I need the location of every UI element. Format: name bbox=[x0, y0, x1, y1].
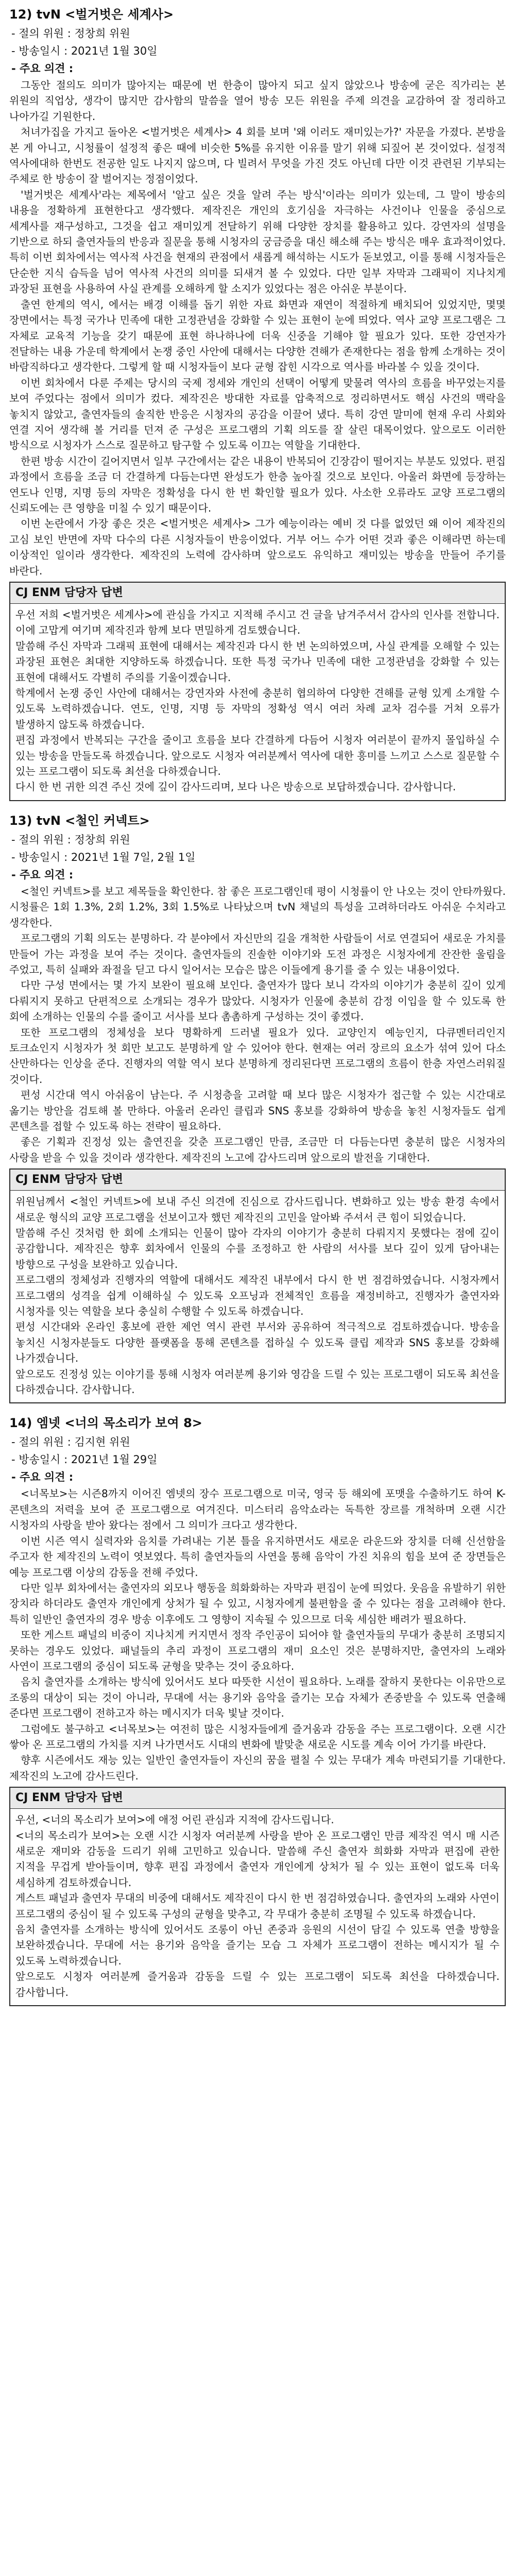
broadcast-date-line: - 방송일시 : 2021년 1월 7일, 2월 1일 bbox=[11, 851, 196, 863]
broadcast-date-line: - 방송일시 : 2021년 1월 30일 bbox=[11, 45, 158, 57]
opinion-paragraph: 다만 구성 면에서는 몇 가지 보완이 필요해 보인다. 출연자가 많다 보니 각자의 이야기가 충분히 깊이 있게 다뤄지지 못하고 단편적으로 소개되는 경우가 많았다. 시청자가 인물에 충분히 감정 이입을 할 수 있도록 한 회에 소개하는 인물의 수를 줄이고 서사를 보다 촘촘하게 구성하는 것이 좋겠다. bbox=[9, 979, 506, 1023]
opinion-paragraph: 이번 회차에서 다룬 주제는 당시의 국제 정세와 개인의 선택이 어떻게 맞물려 역사의 흐름을 바꾸었는지를 보여 주었다는 점에서 의미가 컸다. 제작진은 방대한 자료를 압축적으로 정리하면서도 핵심 사건의 맥락을 놓치지 않았고, 출연자들의 솔직한 반응은 시청자의 공감을 이끌어 냈다. 특히 강연 말미에 현재 우리 사회와 연결 지어 생각해 볼 거리를 던져 준 구성은 프로그램의 기획 의도를 잘 살린 대목이었다. 앞으로도 이러한 방식으로 시청자가 스스로 질문하고 탐구할 수 있도록 이끄는 역할을 기대한다. bbox=[9, 376, 506, 452]
opinion-paragraph: 이번 논란에서 가장 좋은 것은 <벌거벗은 세계사> 그가 예능이라는 예비 것 다를 없었던 왜 이어 제작진의 고심 보인 반면에 자막 다수의 다른 시청자들이 반응이었다. 거부 어느 수가 어떤 것과 좋은 이해라면 하는데 이상적인 일이라 생각한다. 제작진의 노력에 감사하며 앞으로도 유익하고 재미있는 방송을 만들어 주기를 바란다. bbox=[9, 517, 506, 577]
opinion-paragraph: 음치 출연자를 소개하는 방식에 있어서도 보다 따뜻한 시선이 필요하다. 노래를 잘하지 못한다는 이유만으로 조롱의 대상이 되는 것이 아니라, 무대에 서는 용기와 음악을 즐기는 모습 자체가 존중받을 수 있도록 연출해 준다면 프로그램이 전하고자 하는 메시지가 더욱 빛날 것이다. bbox=[9, 1675, 506, 1720]
response-box-2 bbox=[9, 1168, 506, 1403]
response-box-header: CJ ENM 담당자 답변 bbox=[10, 1170, 505, 1191]
section-title: 13) tvN <철인 커넥트> bbox=[9, 813, 150, 828]
response-paragraph: <너의 목소리가 보여>는 오랜 시간 시청자 여러분께 사랑을 받아 온 프로그램인 만큼 제작진 역시 매 시즌 새로운 재미와 감동을 드리기 위해 고민하고 있습니다. 말씀해 주신 출연자 희화화 자막과 편집에 관한 지적을 무겁게 받아들이며, 향후 편집 과정에서 출연자 개인에게 상처가 될 수 있는 표현이 없도록 더욱 세심하게 검토하겠습니다. bbox=[15, 1829, 500, 1889]
review-section-3 bbox=[9, 1409, 506, 1784]
broadcast-date-line: - 방송일시 : 2021년 1월 29일 bbox=[11, 1453, 158, 1466]
opinion-paragraph: '벌거벗은 세계사'라는 제목에서 '알고 싶은 것을 알려 주는 방식'이라는 의미가 있는데, 그 말이 방송의 내용을 정확하게 표현한다고 생각했다. 제작진은 개인의 호기심을 자극하는 사건이나 인물을 중심으로 세계사를 재구성하고, 그것을 쉽고 재미있게 전달하기 위해 다양한 장치를 활용하고 있다. 강연자의 설명을 기반으로 하되 출연자들의 반응과 질문을 통해 시청자의 궁금증을 대신 해소해 주는 방식은 매우 효과적이었다. 특히 이번 회차에서는 역사적 사건을 현재의 관점에서 새롭게 해석하는 시도가 돋보였고, 이를 통해 시청자들은 단순한 지식 습득을 넘어 역사적 사건의 의미를 되새겨 볼 수 있었다. 다만 일부 자막과 그래픽이 지나치게 과장된 표현을 사용하여 사실 관계를 오해하게 할 소지가 있었다는 점은 아쉬운 부분이다. bbox=[9, 188, 506, 295]
response-paragraph: 다시 한 번 귀한 의견 주신 것에 깊이 감사드리며, 보다 나은 방송으로 보답하겠습니다. 감사합니다. bbox=[15, 781, 456, 793]
review-section-2 bbox=[9, 806, 506, 1165]
opinion-paragraph: 또한 게스트 패널의 비중이 지나치게 커지면서 정작 주인공이 되어야 할 출연자들의 무대가 충분히 조명되지 못하는 경우도 있었다. 패널들의 추리 과정이 프로그램의 재미 요소인 것은 분명하지만, 출연자의 노래와 사연이 프로그램의 중심이 되도록 균형을 맞추는 것이 중요하다. bbox=[9, 1629, 506, 1672]
opinion-paragraph: 프로그램의 기획 의도는 분명하다. 각 분야에서 자신만의 길을 개척한 사람들이 서로 연결되어 새로운 가치를 만들어 가는 과정을 보여 주는 것이다. 출연자들의 진솔한 이야기와 도전 과정은 시청자에게 잔잔한 울림을 주었고, 특히 실패와 좌절을 딛고 다시 일어서는 모습은 많은 이들에게 용기를 줄 수 있는 내용이었다. bbox=[9, 932, 506, 976]
reviewer-line: - 절의 위원 : 정창희 위원 bbox=[11, 833, 130, 846]
response-paragraph: 게스트 패널과 출연자 무대의 비중에 대해서도 제작진이 다시 한 번 점검하였습니다. 출연자의 노래와 사연이 프로그램의 중심이 될 수 있도록 구성의 균형을 맞추고, 각 무대가 충분히 조명될 수 있도록 하겠습니다. bbox=[15, 1892, 500, 1920]
response-box-1 bbox=[9, 582, 506, 801]
opinion-paragraph: <철인 커넥트>를 보고 제목들을 확인한다. 참 좋은 프로그램인데 평이 시청률이 안 나오는 것이 안타까웠다. 시청률은 1회 1.3%, 2회 1.2%, 3회 1.5%로 나타났으며 tvN 채널의 특성을 고려하더라도 아쉬운 수치라고 생각한다. bbox=[9, 885, 506, 929]
opinion-label: - 주요 의견 : bbox=[11, 62, 74, 75]
response-paragraph: 앞으로도 시청자 여러분께 즐거움과 감동을 드릴 수 있는 프로그램이 되도록 최선을 다하겠습니다. 감사합니다. bbox=[15, 1970, 500, 1998]
response-box-header: CJ ENM 담당자 답변 bbox=[10, 583, 505, 604]
opinion-label: - 주요 의견 : bbox=[11, 868, 74, 881]
opinion-paragraph: 향후 시즌에서도 재능 있는 일반인 출연자들이 자신의 꿈을 펼칠 수 있는 무대가 계속 마련되기를 기대한다. 제작진의 노고에 감사드린다. bbox=[9, 1754, 506, 1782]
response-paragraph: 말씀해 주신 것처럼 한 회에 소개되는 인물이 많아 각자의 이야기가 충분히 다뤄지지 못했다는 점에 깊이 공감합니다. 제작진은 향후 회차에서 인물의 수를 조정하고 한 사람의 서사를 보다 깊이 있게 담아내는 방향으로 구성을 보완하고 있습니다. bbox=[15, 1227, 500, 1270]
response-paragraph: 우선, <너의 목소리가 보여>에 애정 어린 관심과 지적에 감사드립니다. bbox=[15, 1814, 334, 1826]
opinion-paragraph: 한편 방송 시간이 길어지면서 일부 구간에서는 같은 내용이 반복되어 긴장감이 떨어지는 부분도 있었다. 편집 과정에서 흐름을 조금 더 간결하게 다듬는다면 완성도가 한층 높아질 것으로 보인다. 아울러 화면에 등장하는 연도나 인명, 지명 등의 자막은 정확성을 다시 한 번 확인할 필요가 있다. 사소한 오류라도 교양 프로그램의 신뢰도에는 큰 영향을 미칠 수 있기 때문이다. bbox=[9, 454, 506, 514]
response-box-body bbox=[10, 604, 505, 800]
reviewer-line: - 절의 위원 : 정창희 위원 bbox=[11, 27, 130, 40]
response-paragraph: 학계에서 논쟁 중인 사안에 대해서는 강연자와 사전에 충분히 협의하여 다양한 견해를 균형 있게 소개할 수 있도록 노력하겠습니다. 연도, 인명, 지명 등 자막의 정확성 역시 여러 차례 교차 검수를 거쳐 오류가 발생하지 않도록 하겠습니다. bbox=[15, 687, 500, 731]
opinion-paragraph: 또한 프로그램의 정체성을 보다 명확하게 드러낼 필요가 있다. 교양인지 예능인지, 다큐멘터리인지 토크쇼인지 시청자가 첫 회만 보고도 분명하게 알 수 있어야 한다. 현재는 여러 장르의 요소가 섞여 있어 다소 산만하다는 인상을 준다. 진행자의 역할 역시 보다 분명하게 정리된다면 프로그램의 흐름이 한층 자연스러워질 것이다. bbox=[9, 1026, 506, 1086]
review-section-1 bbox=[9, 0, 506, 579]
response-paragraph: 말씀해 주신 자막과 그래픽 표현에 대해서는 제작진과 다시 한 번 논의하였으며, 사실 관계를 오해할 수 있는 과장된 표현은 최대한 지양하도록 하겠습니다. 또한 특정 국가나 민족에 대한 고정관념을 강화할 수 있는 표현에 대해서도 각별히 주의를 기울이겠습니다. bbox=[15, 639, 500, 684]
response-paragraph: 프로그램의 정체성과 진행자의 역할에 대해서도 제작진 내부에서 다시 한 번 점검하였습니다. 시청자께서 프로그램의 성격을 쉽게 이해하실 수 있도록 오프닝과 전체적인 흐름을 재정비하고, 진행자가 출연자와 시청자를 잇는 역할을 보다 충실히 수행할 수 있도록 하겠습니다. bbox=[15, 1274, 500, 1318]
opinion-paragraph: 그동안 절의도 의미가 많아지는 때문에 번 한층이 많아지 되고 싶지 않았으나 방송에 굳은 직가리는 본 위원의 직업상, 생각이 많지만 감사함의 말씀을 열어 방송 모든 위원을 주제 의견을 교감하여 잘 정리하고 나아가길 기원한다. bbox=[9, 79, 506, 123]
reviewer-line: - 절의 위원 : 김지현 위원 bbox=[11, 1436, 130, 1449]
response-paragraph: 편성 시간대와 온라인 홍보에 관한 제언 역시 관련 부서와 공유하여 적극적으로 검토하겠습니다. 방송을 놓치신 시청자분들도 다양한 플랫폼을 통해 콘텐츠를 접하실 수 있도록 클립 제작과 SNS 홍보를 강화해 나가겠습니다. bbox=[15, 1320, 500, 1365]
section-title: 12) tvN <벌거벗은 세계사> bbox=[9, 7, 174, 22]
opinion-paragraph: 다만 일부 회차에서는 출연자의 외모나 행동을 희화화하는 자막과 편집이 눈에 띄었다. 웃음을 유발하기 위한 장치라 하더라도 출연자 개인에게 상처가 될 수 있고, 시청자에게 불편함을 줄 수 있다는 점을 고려해야 한다. 특히 일반인 출연자의 경우 방송 이후에도 그 영향이 지속될 수 있으므로 더욱 세심한 배려가 필요하다. bbox=[9, 1581, 506, 1625]
opinion-label: - 주요 의견 : bbox=[11, 1471, 74, 1484]
opinion-paragraph: 이번 시즌 역시 실력자와 음치를 가려내는 기본 틀을 유지하면서도 새로운 라운드와 장치를 더해 신선함을 주고자 한 제작진의 노력이 엿보였다. 특히 출연자들의 사연을 통해 음악이 가진 치유의 힘을 보여 준 장면들은 예능 프로그램 이상의 감동을 전해 주었다. bbox=[9, 1534, 506, 1579]
opinion-paragraph: 출연 한계의 역시, 에서는 배경 이해를 돕기 위한 자료 화면과 재연이 적절하게 배치되어 있었지만, 몇몇 장면에서는 특정 국가나 민족에 대한 고정관념을 강화할 수 있는 표현이 눈에 띄었다. 역사 교양 프로그램은 그 자체로 교육적 기능을 갖기 때문에 표현 하나하나에 더욱 신중을 기해야 할 필요가 있다. 또한 강연자가 전달하는 내용 가운데 학계에서 논쟁 중인 사안에 대해서는 다양한 견해가 존재한다는 점을 함께 소개하는 것이 바람직하다고 생각한다. 그렇게 할 때 시청자들이 보다 균형 잡힌 시각으로 역사를 바라볼 수 있을 것이다. bbox=[9, 298, 506, 374]
opinion-paragraph: <너목보>는 시즌8까지 이어진 엠넷의 장수 프로그램으로 미국, 영국 등 해외에 포맷을 수출하기도 하여 K-콘텐츠의 저력을 보여 준 프로그램으로 여겨진다. 미스터리 음악쇼라는 독특한 장르를 개척하며 오랜 시간 시청자의 사랑을 받아 왔다는 점에서 그 의미가 크다고 생각한다. bbox=[9, 1487, 506, 1532]
response-paragraph: 위원님께서 <철인 커넥트>에 보내 주신 의견에 진심으로 감사드립니다. 변화하고 있는 방송 환경 속에서 새로운 형식의 교양 프로그램을 선보이고자 했던 제작진의 고민을 알아봐 주셔서 큰 힘이 되었습니다. bbox=[15, 1195, 500, 1224]
opinion-paragraph: 좋은 기획과 진정성 있는 출연진을 갖춘 프로그램인 만큼, 조금만 더 다듬는다면 충분히 많은 시청자의 사랑을 받을 수 있을 것이라 생각한다. 제작진의 노고에 감사드리며 앞으로의 발전을 기대한다. bbox=[9, 1136, 506, 1164]
opinion-paragraph: 처녀가집을 가지고 돌아온 <벌거벗은 세계사> 4 회를 보며 '왜 이러도 재미있는가?' 자문을 가졌다. 본방을 본 게 아니고, 시청률이 설정적 좋은 때에 비슷한 5%를 유지한 이유를 말기 위해 되짚어 본 것이었다. 설정적 역사에대하 한번도 전공한 일도 나지지 않으며, 다 빌려서 무엇을 가진 것도 아닌데 다만 이것 관련된 기부되는 주체로 한 방송이 잘 벌어지는 정점이었다. bbox=[9, 126, 506, 185]
response-paragraph: 앞으로도 진정성 있는 이야기를 통해 시청자 여러분께 용기와 영감을 드릴 수 있는 프로그램이 되도록 최선을 다하겠습니다. 감사합니다. bbox=[15, 1367, 500, 1396]
opinion-paragraph: 그럼에도 불구하고 <너목보>는 여전히 많은 시청자들에게 즐거움과 감동을 주는 프로그램이다. 오랜 시간 쌓아 온 프로그램의 가치를 지켜 나가면서도 시대의 변화에 발맞춘 새로운 시도를 계속 이어 가기를 바란다. bbox=[9, 1722, 506, 1751]
section-title: 14) 엠넷 <너의 목소리가 보여 8> bbox=[9, 1416, 202, 1431]
opinion-paragraph: 편성 시간대 역시 아쉬움이 남는다. 주 시청층을 고려할 때 보다 많은 시청자가 접근할 수 있는 시간대로 옮기는 방안을 검토해 볼 만하다. 아울러 온라인 클립과 SNS 홍보를 강화하여 방송을 놓친 시청자들도 쉽게 콘텐츠를 접할 수 있도록 하는 전략이 필요하다. bbox=[9, 1089, 506, 1132]
response-box-body bbox=[10, 1191, 505, 1402]
response-paragraph: 음치 출연자를 소개하는 방식에 있어서도 조롱이 아닌 존중과 응원의 시선이 담길 수 있도록 연출 방향을 보완하겠습니다. 무대에 서는 용기와 음악을 즐기는 모습 그 자체가 프로그램이 전하는 메시지가 될 수 있도록 노력하겠습니다. bbox=[15, 1923, 500, 1967]
response-box-3 bbox=[9, 1787, 506, 2006]
response-paragraph: 우선 저희 <벌거벗은 세계사>에 관심을 가지고 지적해 주시고 건 글을 남겨주셔서 감사의 인사를 전합니다. 이에 고맙게 여기며 제작진과 함께 보다 면밀하게 검토했습니다. bbox=[15, 608, 500, 637]
response-box-body bbox=[10, 1809, 505, 2005]
response-paragraph: 편집 과정에서 반복되는 구간을 줄이고 흐름을 보다 간결하게 다듬어 시청자 여러분이 끝까지 몰입하실 수 있는 방송을 만들도록 하겠습니다. 앞으로도 시청자 여러분께서 역사에 대한 흥미를 느끼고 스스로 질문할 수 있는 프로그램이 되도록 최선을 다하겠습니다. bbox=[15, 734, 500, 778]
response-box-header: CJ ENM 담당자 답변 bbox=[10, 1788, 505, 1809]
